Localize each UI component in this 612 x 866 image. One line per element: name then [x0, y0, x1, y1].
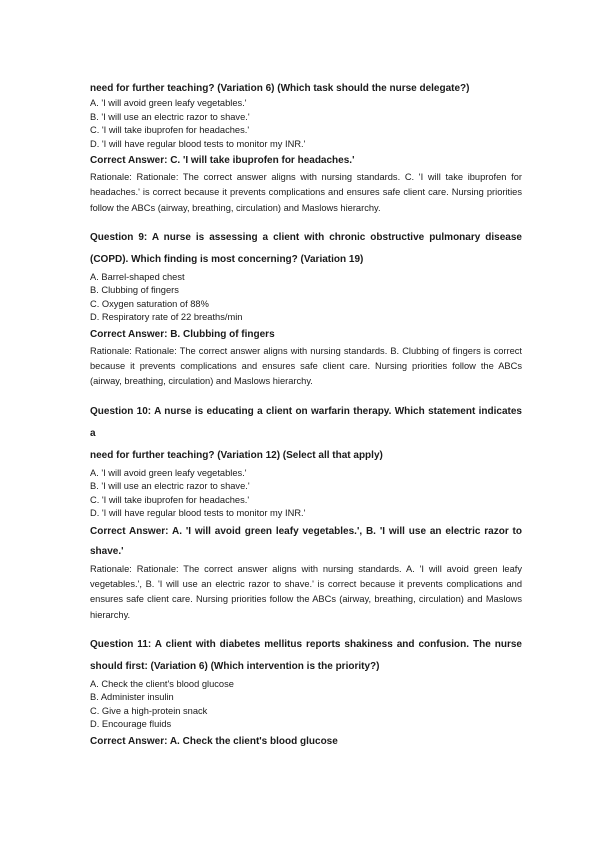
question-text-line-1: Question 10: A nurse is educating a client on warfarin therapy. Which statement indicates a [90, 405, 522, 439]
option-a: A. 'I will avoid green leafy vegetables.' [90, 98, 247, 108]
question-11 [90, 634, 522, 750]
option-d: D. 'I will have regular blood tests to monitor my INR.' [90, 508, 306, 519]
option-d: D. Encourage fluids [90, 719, 172, 730]
option-a: A. Check the client's blood glucose [90, 678, 234, 689]
question-text: need for further teaching? (Variation 6) (Which task should the nurse delegate?) [90, 83, 470, 94]
option-d: D. Respiratory rate of 22 breaths/min [90, 312, 243, 323]
rationale: Rationale: Rationale: The correct answer aligns with nursing standards. C. 'I will take ibuprofen for headaches.' is correct because it prevents complications and ensures safe client care. Nursing priorities follow the ABCs (airway, breathing, circulation) and Maslows hierarchy. [90, 172, 522, 213]
correct-answer-line-1: Correct Answer: A. 'I will avoid green leafy vegetables.', B. 'I will use an electric razor to [90, 525, 522, 537]
option-a: A. Barrel-shaped chest [90, 271, 185, 282]
option-b: B. 'I will use an electric razor to shave.' [90, 481, 250, 492]
option-d: D. 'I will have regular blood tests to monitor my INR.' [90, 138, 306, 149]
rationale: Rationale: Rationale: The correct answer aligns with nursing standards. A. 'I will avoid green leafy vegetables.', B. 'I will use an electric razor to shave.' is correct because it prevents complications and ensures safe client care. Nursing priorities follow the ABCs (airway, breathing, circulation) and Maslows hierarchy. [90, 563, 522, 620]
option-c: C. 'I will take ibuprofen for headaches.' [90, 494, 250, 505]
question-9 [90, 227, 522, 390]
question-10 [90, 401, 522, 623]
question-text-line-2: need for further teaching? (Variation 12) (Select all that apply) [90, 449, 383, 461]
question-text-line-1: Question 9: A nurse is assessing a client with chronic obstructive pulmonary disease [90, 231, 522, 243]
document-page [90, 80, 522, 750]
option-c: C. Give a high-protein snack [90, 705, 208, 716]
question-text-line-2: (COPD). Which finding is most concerning? (Variation 19) [90, 253, 364, 265]
option-c: C. Oxygen saturation of 88% [90, 298, 209, 309]
correct-answer: Correct Answer: B. Clubbing of fingers [90, 328, 275, 340]
correct-answer: Correct Answer: A. Check the client's blood glucose [90, 735, 338, 747]
option-b: B. 'I will use an electric razor to shave.' [90, 111, 250, 122]
question-8-fragment [90, 80, 522, 216]
rationale: Rationale: Rationale: The correct answer aligns with nursing standards. B. Clubbing of fingers is correct because it prevents complications and ensures safe client care. Nursing priorities follow the ABCs (airway, breathing, circulation) and Maslows hierarchy. [90, 345, 522, 387]
question-text-line-2: should first: (Variation 6) (Which intervention is the priority?) [90, 660, 380, 672]
correct-answer-line-2: shave.' [90, 545, 124, 557]
option-b: B. Administer insulin [90, 692, 174, 703]
option-a: A. 'I will avoid green leafy vegetables.' [90, 467, 247, 478]
correct-answer: Correct Answer: C. 'I will take ibuprofen for headaches.' [90, 155, 355, 166]
question-text-line-1: Question 11: A client with diabetes mellitus reports shakiness and confusion. The nurse [90, 638, 522, 650]
option-b: B. Clubbing of fingers [90, 285, 179, 296]
option-c: C. 'I will take ibuprofen for headaches.' [90, 125, 250, 135]
